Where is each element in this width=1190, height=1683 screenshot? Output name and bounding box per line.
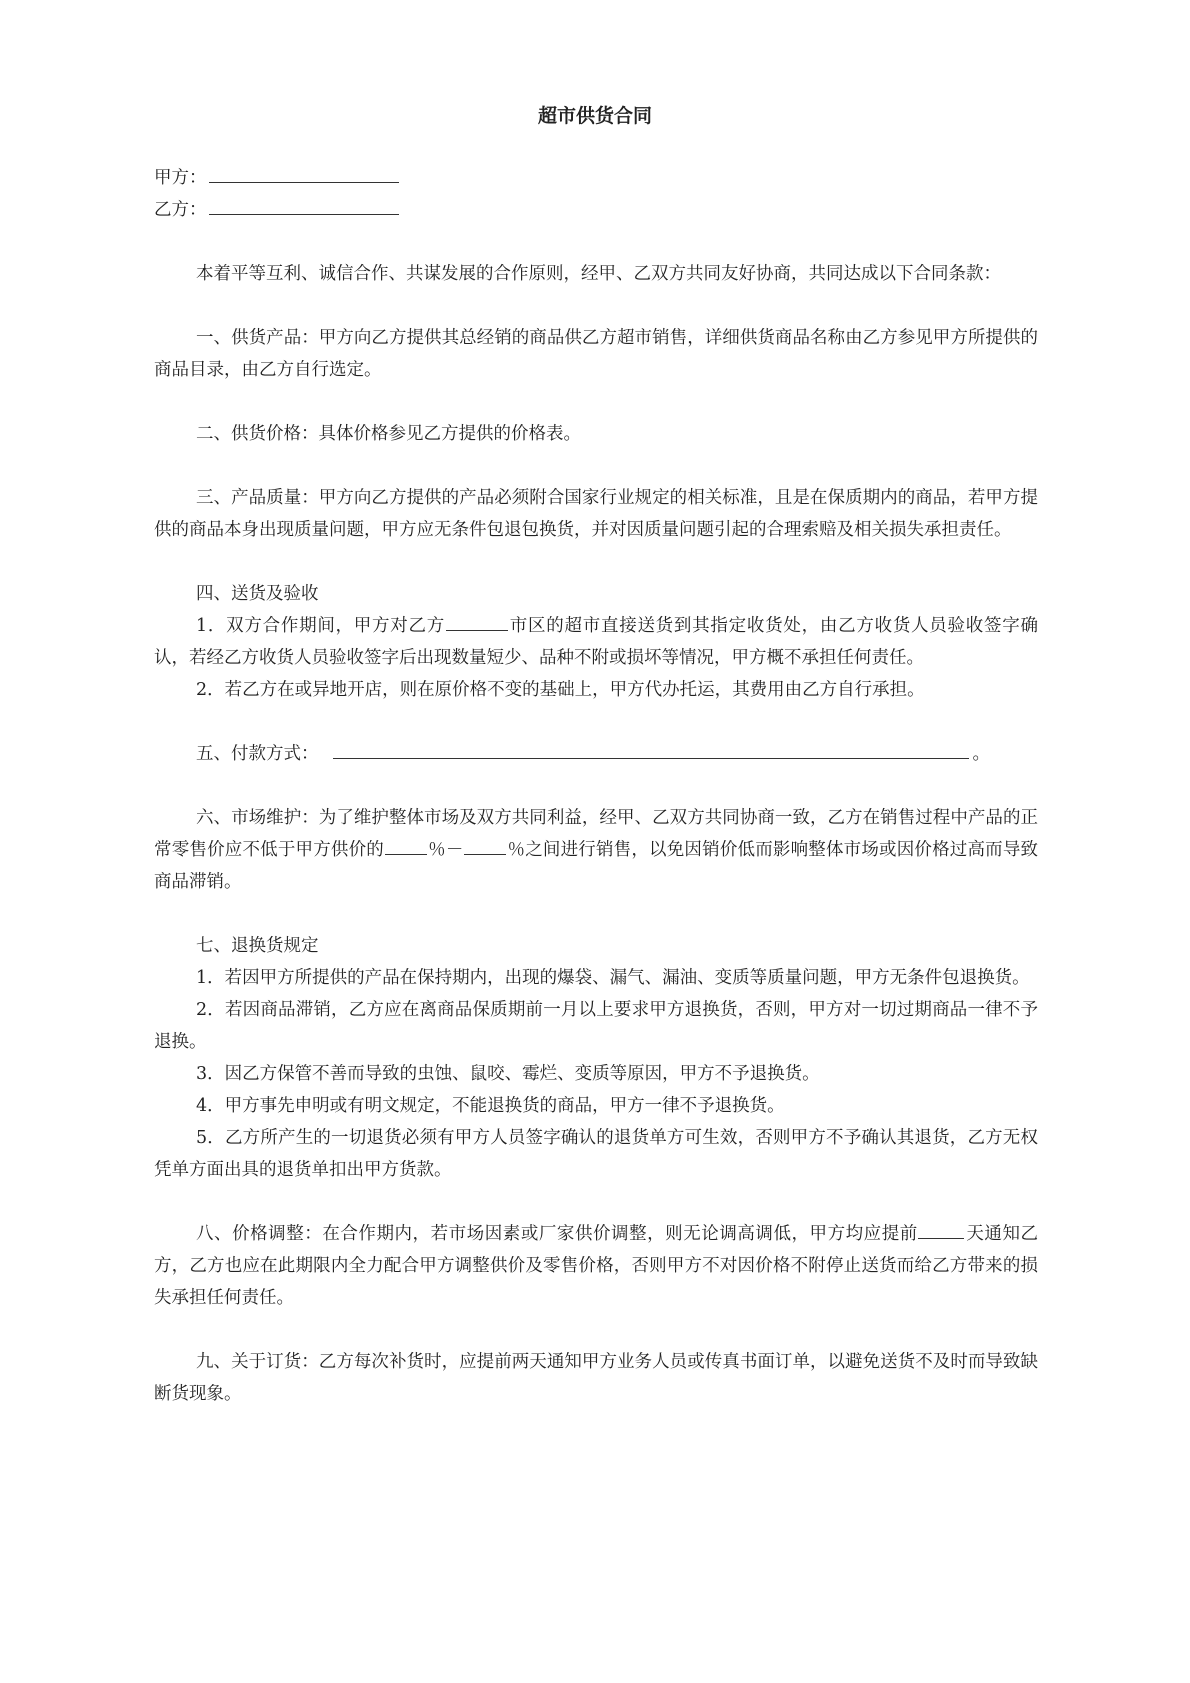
section-4-item-1 bbox=[154, 610, 1038, 674]
section-3-paragraph: 三、产品质量：甲方向乙方提供的产品必须附合国家行业规定的相关标准，且是在保质期内的商品，若甲方提供的商品本身出现质量问题，甲方应无条件包退包换货，并对因质量问题引起的合理索赔及相关损失承担责任。 bbox=[154, 488, 1038, 540]
spacer bbox=[154, 898, 1038, 930]
section-7-item-2: 2．若因商品滞销，乙方应在离商品保质期前一月以上要求甲方退换货，否则，甲方对一切过期商品一律不予退换。 bbox=[154, 1000, 1038, 1052]
spacer bbox=[154, 706, 1038, 738]
section-9-paragraph: 九、关于订货：乙方每次补货时，应提前两天通知甲方业务人员或传真书面订单，以避免送货不及时而导致缺断货现象。 bbox=[154, 1352, 1038, 1404]
payment-blank bbox=[333, 738, 969, 759]
section-5-paragraph bbox=[154, 738, 1038, 770]
preamble-paragraph: 本着平等互利、诚信合作、共谋发展的合作原则，经甲、乙双方共同友好协商，共同达成以下合同条款： bbox=[196, 264, 1001, 284]
section-7-item-1: 1．若因甲方所提供的产品在保持期内，出现的爆袋、漏气、漏油、变质等质量问题，甲方无条件包退换货。 bbox=[196, 968, 1030, 988]
payment-label: 五、付款方式： bbox=[196, 744, 319, 764]
spacer bbox=[154, 450, 1038, 482]
section-6-end: ％之间进行销售，以免因销价低而影响整体市场或因价格过高而导致商品滞销。 bbox=[154, 840, 1039, 892]
spacer bbox=[154, 546, 1038, 578]
party-b-line bbox=[154, 194, 1038, 226]
spacer bbox=[154, 386, 1038, 418]
section-6-paragraph bbox=[154, 802, 1038, 898]
spacer bbox=[154, 770, 1038, 802]
party-a-line bbox=[154, 162, 1038, 194]
section-4-item-2: 2．若乙方在或异地开店，则在原价格不变的基础上，甲方代办托运，其费用由乙方自行承担。 bbox=[196, 680, 925, 700]
section-8-end: 天通知乙方，乙方也应在此期限内全力配合甲方调整供价及零售价格，否则甲方不对因价格不附停止送货而给乙方带来的损失承担任何责任。 bbox=[154, 1224, 1039, 1308]
section-8-start: 八、价格调整：在合作期内，若市场因素或厂家供价调整，则无论调高调低，甲方均应提前 bbox=[196, 1224, 918, 1244]
section-7-item-5: 5．乙方所产生的一切退货必须有甲方人员签字确认的退货单方可生效，否则甲方不予确认其退货，乙方无权凭单方面出具的退货单扣出甲方货款。 bbox=[154, 1128, 1038, 1180]
spacer bbox=[154, 1314, 1038, 1346]
document-title: 超市供货合同 bbox=[537, 105, 652, 127]
document-body bbox=[154, 162, 1038, 1410]
section-2-paragraph: 二、供货价格：具体价格参见乙方提供的价格表。 bbox=[196, 424, 581, 444]
party-a-label: 甲方： bbox=[154, 168, 207, 188]
party-b-blank bbox=[209, 194, 399, 215]
section-7-heading: 七、退换货规定 bbox=[196, 936, 319, 956]
days-blank bbox=[918, 1218, 964, 1239]
section-7-item-3: 3．因乙方保管不善而导致的虫蚀、鼠咬、霉烂、变质等原因，甲方不予退换货。 bbox=[196, 1064, 820, 1084]
city-blank bbox=[446, 610, 508, 631]
spacer bbox=[154, 226, 1038, 258]
section-6-start: 六、市场维护：为了维护整体市场及双方共同利益，经甲、乙双方共同协商一致，乙方在销售过程中产品的正常零售价应不低于甲方供价的 bbox=[154, 808, 1038, 860]
percent-max-blank bbox=[464, 834, 506, 855]
section-8-paragraph bbox=[154, 1218, 1038, 1314]
section-1-paragraph: 一、供货产品：甲方向乙方提供其总经销的商品供乙方超市销售，详细供货商品名称由乙方参见甲方所提供的商品目录，由乙方自行选定。 bbox=[154, 328, 1038, 380]
section-7-item-4: 4．甲方事先申明或有明文规定，不能退换货的商品，甲方一律不予退换货。 bbox=[196, 1096, 785, 1116]
section-4-item-1-start: 1．双方合作期间，甲方对乙方 bbox=[196, 616, 446, 636]
party-b-label: 乙方： bbox=[154, 200, 207, 220]
spacer bbox=[154, 290, 1038, 322]
section-4-heading: 四、送货及验收 bbox=[196, 584, 319, 604]
party-a-blank bbox=[209, 162, 399, 183]
section-4-item-1-end: 市区的超市直接送货到其指定收货处，由乙方收货人员验收签字确认，若经乙方收货人员验收签字后出现数量短少、品种不附或损坏等情况，甲方概不承担任何责任。 bbox=[154, 616, 1039, 668]
section-6-mid: ％－ bbox=[427, 840, 464, 860]
percent-min-blank bbox=[385, 834, 427, 855]
payment-end: 。 bbox=[972, 744, 990, 764]
spacer bbox=[154, 1186, 1038, 1218]
